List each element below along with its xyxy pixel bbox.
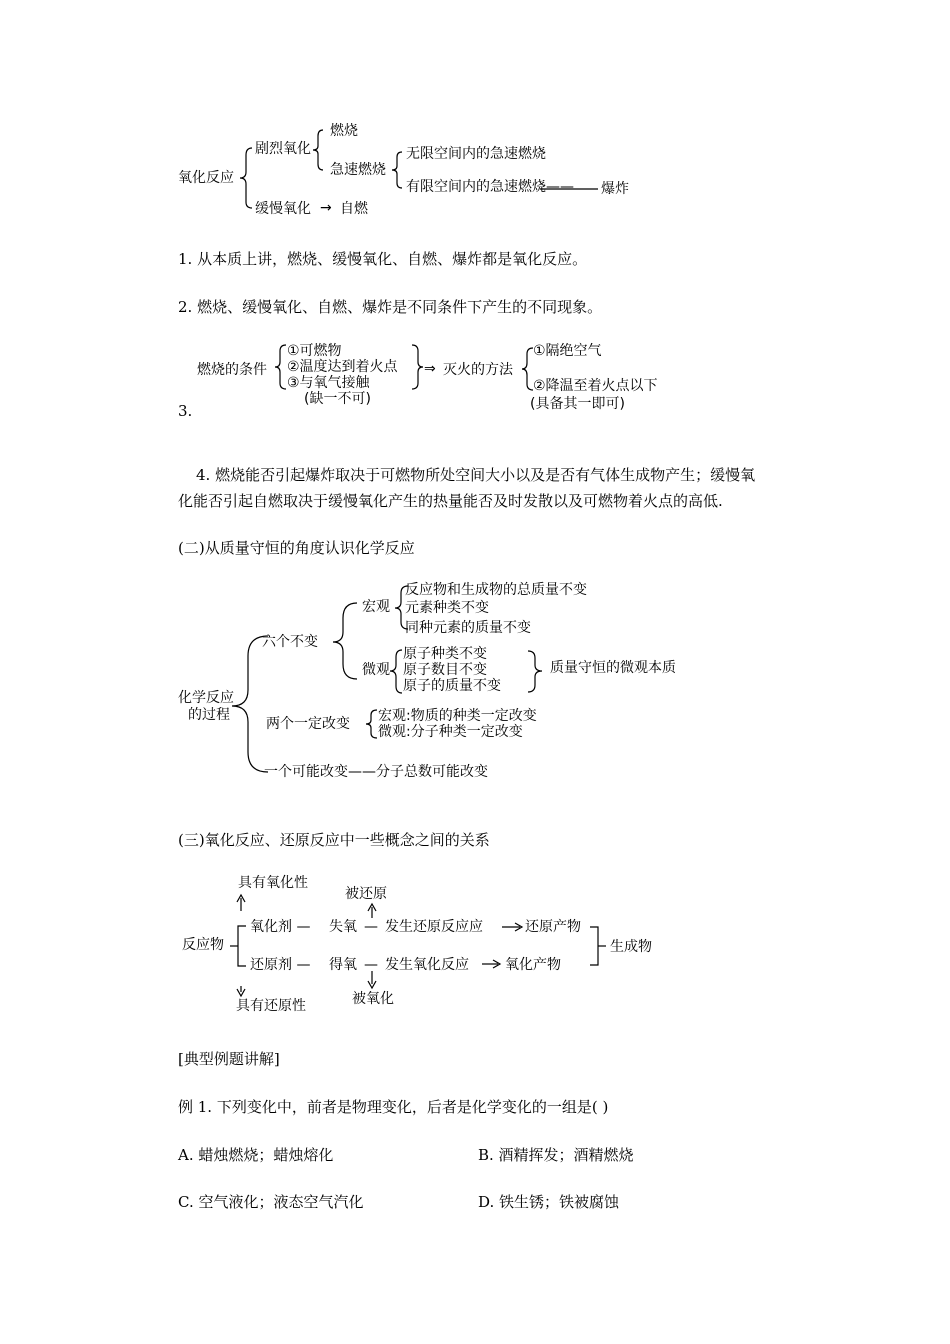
d2-c3: ③与氧气接触 xyxy=(287,375,370,391)
bracket-reactants xyxy=(238,926,246,966)
d3-macro: 宏观 xyxy=(362,599,390,615)
d3-t2: 微观:分子种类一定改变 xyxy=(378,724,523,740)
option-d: D. 铁生锈；铁被腐蚀 xyxy=(478,1193,620,1211)
d3-m3: 同种元素的质量不变 xyxy=(405,620,531,636)
brace-micro-right xyxy=(528,651,542,692)
d2-label: 燃烧的条件 xyxy=(197,362,267,378)
d4-oxidized: 被氧化 xyxy=(352,991,394,1007)
d1-limited: 有限空间内的急速燃烧—— xyxy=(406,179,574,195)
brace-methods xyxy=(522,348,533,390)
option-a: A. 蜡烛燃烧；蜡烛熔化 xyxy=(178,1146,334,1164)
brace-micro xyxy=(390,650,402,693)
d4-products: 生成物 xyxy=(610,939,652,955)
brace-process xyxy=(232,636,268,772)
d4-red-prop: 具有还原性 xyxy=(236,998,306,1014)
d4-gain-o: 得氧 xyxy=(329,957,357,973)
d2-c1: ①可燃物 xyxy=(287,343,342,359)
d3-one: 一个可能改变——分子总数可能改变 xyxy=(264,764,488,780)
typical-heading: [典型例题讲解] xyxy=(178,1050,280,1068)
d3-t1: 宏观:物质的种类一定改变 xyxy=(378,708,537,724)
d4-oxidant: 氧化剂 — xyxy=(250,919,311,935)
d1-spontaneous: 自燃 xyxy=(340,201,368,217)
d3-essence: 质量守恒的微观本质 xyxy=(550,660,676,676)
d2-num: 3. xyxy=(178,402,193,420)
option-b: B. 酒精挥发；酒精燃烧 xyxy=(478,1146,634,1164)
brace-six xyxy=(333,603,357,679)
d1-rapid: 急速燃烧 xyxy=(330,162,386,178)
d4-ox-rxn: 发生氧化反应 xyxy=(385,957,469,973)
d1-unlimited: 无限空间内的急速燃烧 xyxy=(406,146,546,162)
d4-ox-prop: 具有氧化性 xyxy=(238,875,308,891)
d2-method: 灭火的方法 xyxy=(443,362,513,378)
brace-rapid xyxy=(392,152,402,188)
d4-dash-1: — xyxy=(364,919,378,935)
para-4-line-1: 4. 燃烧能否引起爆炸取决于可燃物所处空间大小以及是否有气体生成物产生；缓慢氧 xyxy=(196,466,756,484)
d3-micro: 微观 xyxy=(362,662,390,678)
d3-m2: 元素种类不变 xyxy=(405,600,489,616)
d2-implies: ⇒ xyxy=(424,361,436,377)
brace-oxidation xyxy=(240,148,252,208)
bracket-products xyxy=(590,927,598,965)
d3-root-2: 的过程 xyxy=(188,707,230,723)
d2-c2: ②温度达到着火点 xyxy=(287,359,398,375)
section-3-heading: (三)氧化反应、还原反应中一些概念之间的关系 xyxy=(178,831,490,849)
d4-dash-2: — xyxy=(364,957,378,973)
d1-explode: 爆炸 xyxy=(601,181,629,197)
d2-m1: ①隔绝空气 xyxy=(533,343,602,359)
d1-slow: 缓慢氧化 xyxy=(255,201,311,217)
para-2: 2. 燃烧、缓慢氧化、自燃、爆炸是不同条件下产生的不同现象。 xyxy=(178,298,603,316)
d1-arrow: → xyxy=(320,200,332,216)
para-4-line-2: 化能否引起自燃取决于缓慢氧化产生的热量能否及时发散以及可燃物着火点的高低. xyxy=(178,492,723,510)
para-1: 1. 从本质上讲，燃烧、缓慢氧化、自燃、爆炸都是氧化反应。 xyxy=(178,250,588,268)
d3-m1: 反应物和生成物的总质量不变 xyxy=(405,582,587,598)
d3-u1: 原子种类不变 xyxy=(403,646,487,662)
d2-m2: ②降温至着火点以下 xyxy=(533,378,658,394)
d4-ox-prod: 氧化产物 xyxy=(505,957,561,973)
option-c: C. 空气液化；液态空气汽化 xyxy=(178,1193,364,1211)
d1-burn: 燃烧 xyxy=(330,123,358,139)
d2-c-note: (缺一不可) xyxy=(304,391,371,407)
d4-reduced: 被还原 xyxy=(345,886,387,902)
d4-lose-o: 失氧 xyxy=(329,919,357,935)
brace-conditions-right xyxy=(412,345,423,389)
example-1-question: 例 1. 下列变化中，前者是物理变化，后者是化学变化的一组是( ) xyxy=(178,1098,609,1116)
brace-conditions xyxy=(275,345,286,389)
d3-u3: 原子的质量不变 xyxy=(403,678,501,694)
brace-two xyxy=(366,710,377,738)
d4-reductant: 还原剂 — xyxy=(250,957,311,973)
d4-reactants: 反应物 xyxy=(182,937,224,953)
d4-red-rxn: 发生还原反应应 xyxy=(385,919,483,935)
section-2-heading: (二)从质量守恒的角度认识化学反应 xyxy=(178,539,415,557)
d1-root: 氧化反应 xyxy=(178,170,234,186)
d3-six: 六个不变 xyxy=(262,634,318,650)
d3-two: 两个一定改变 xyxy=(266,716,350,732)
d3-u2: 原子数目不变 xyxy=(403,662,487,678)
d1-violent: 剧烈氧化 xyxy=(255,141,311,157)
d3-root-1: 化学反应 xyxy=(178,690,234,706)
d4-red-prod: 还原产物 xyxy=(525,919,581,935)
d2-m-note: (具备其一即可) xyxy=(530,396,625,412)
brace-violent xyxy=(313,130,323,170)
